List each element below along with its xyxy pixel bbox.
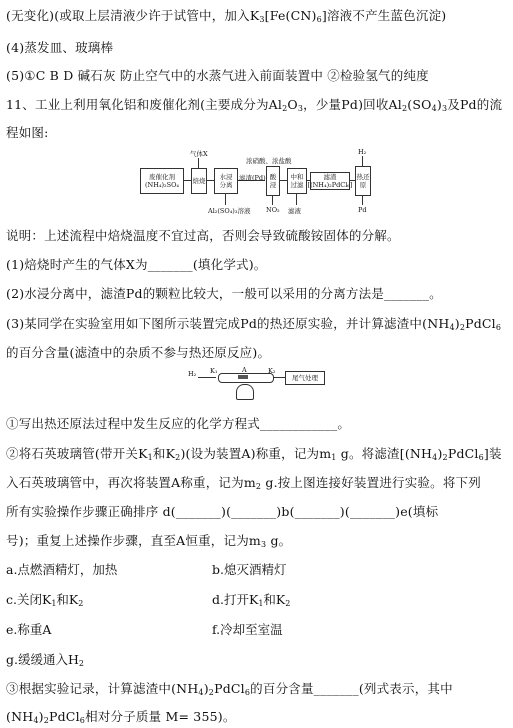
sample [238, 375, 248, 379]
option-c: c.关闭$K_1$和$K_2$ [6, 592, 84, 608]
question-11-title: 11、工业上利用氧化铝和废催化剂(主要成分为$Al_2O_3$，少量Pd)回收$Al_2(SO_4)_3$及Pd的流 [6, 97, 503, 113]
option-b: b.熄灭酒精灯 [212, 562, 287, 577]
output-filtrate: 滤液 [288, 207, 301, 215]
question-2: (2)水浸分离中，滤渣Pd的颗粒比较大，一般可以采用的分离方法是_______。 [6, 286, 442, 301]
question-3-3: ③根据实验记录，计算滤渣中$(NH_4)_2PdCl_6$的百分含量_______(列式表示，其中 [6, 681, 453, 697]
line-1: (无变化)(或取上层清液少许于试管中，加入$K_3[Fe(CN)_6]$溶液不产生蓝色沉淀) [6, 8, 447, 24]
alcohol-lamp [236, 384, 254, 400]
line-2: (4)蒸发皿、玻璃棒 [6, 40, 114, 55]
flow-box-neutralize: 中和过滤 [287, 168, 307, 194]
process-flow-diagram [140, 148, 380, 218]
gas-x-label: 气体X [190, 150, 208, 158]
option-a: a.点燃酒精灯，加热 [6, 562, 118, 577]
apparatus-h2-label: H₂ [188, 370, 197, 378]
line-13: 入石英玻璃管中，再次将装置A称重，记为$m_2$ g.按上图连接好装置进行实验。将下列 [6, 475, 481, 491]
question-1: (1)焙烧时产生的气体X为_______(填化学式)。 [6, 257, 267, 272]
flow-residue-pd: 滤渣(Pd) [239, 174, 266, 182]
flow-box-roast: 焙烧 [191, 168, 207, 194]
line-10: 的百分含量(滤渣中的杂质不参与热还原反应)。 [6, 345, 271, 360]
tail-gas-box: 尾气处理 [285, 371, 325, 385]
k1-label: K₁ [210, 367, 218, 375]
flow-box-feed: 废催化剂 (NH₄)₂SO₄ [140, 168, 184, 194]
option-d: d.打开$K_1$和$K_2$ [212, 592, 291, 608]
question-3: (3)某同学在实验室用如下图所示装置完成Pd的热还原实验，并计算滤渣中$(NH_4)_2PdCl_6$ [6, 316, 502, 332]
output-al2so4: Al₂(SO₄)₃溶液 [208, 207, 251, 215]
flow-box-residue-salt: 滤渣[(NH₄)₂PdCl₆] [307, 173, 353, 189]
line-5: 程如图: [6, 125, 49, 140]
line-3: (5)①C B D 碱石灰 防止空气中的水蒸气进入前面装置中 ②检验氢气的纯度 [6, 68, 429, 83]
question-3-1: ①写出热还原法过程中发生反应的化学方程式____________。 [6, 416, 351, 431]
option-g: g.缓缓通入$H_2$ [6, 652, 84, 668]
line-note: 说明：上述流程中焙烧温度不宜过高，否则会导致硫酸铵固体的分解。 [6, 228, 400, 243]
h2-label: H₂ [358, 148, 367, 156]
apparatus-diagram [188, 366, 328, 402]
option-e: e.称重A [6, 622, 52, 637]
line-14: 所有实验操作步骤正确排序 d(_______)(_______)b(_______)(_______)e(填标 [6, 504, 439, 519]
a-label: A [242, 366, 247, 374]
flow-box-leach: 水浸 分离 [214, 168, 238, 194]
acid-label: 浓硝酸、浓盐酸 [246, 157, 292, 165]
output-no2: NO₂ [266, 206, 280, 214]
line-15: 号)；重复上述操作步骤，直至A恒重，记为$m_3$ g。 [6, 533, 292, 549]
output-pd: Pd [358, 206, 367, 214]
flow-box-acid-leach: 酸浸 [266, 166, 280, 196]
question-3-2: ②将石英玻璃管(带开关$K_1$和$K_2$)(设为装置A)称重，记为$m_1$ g。将滤渣$[(NH_4)_2PdCl_6]$装 [6, 446, 502, 462]
k2-label: K₂ [268, 367, 276, 375]
flow-box-reduce: 热还原 [355, 166, 371, 196]
option-f: f.冷却至室温 [212, 622, 283, 637]
line-17: $(NH_4)_2PdCl_6$相对分子质量 M= 355)。 [6, 709, 236, 725]
